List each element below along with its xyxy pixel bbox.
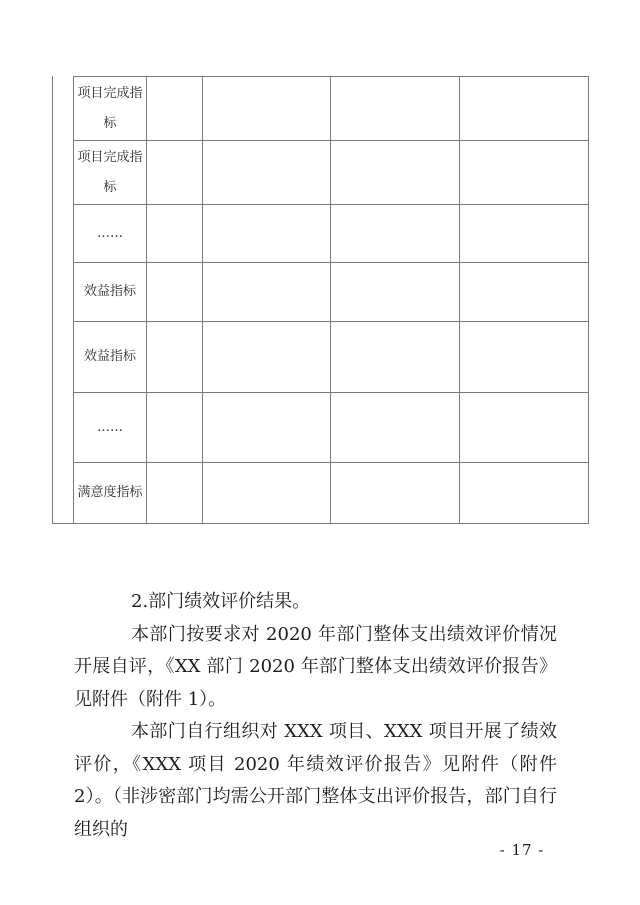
empty-cell xyxy=(203,322,331,393)
row-label: 效益指标 xyxy=(74,263,147,322)
indicator-table xyxy=(52,76,589,524)
empty-cell xyxy=(147,263,203,322)
empty-cell xyxy=(460,141,589,205)
empty-cell xyxy=(331,77,460,141)
row-label: 效益指标 xyxy=(74,322,147,393)
empty-cell xyxy=(147,77,203,141)
empty-cell xyxy=(147,463,203,524)
empty-cell xyxy=(203,463,331,524)
row-label: …… xyxy=(74,393,147,463)
empty-cell xyxy=(331,205,460,263)
table-row xyxy=(74,141,589,205)
empty-cell xyxy=(331,463,460,524)
empty-cell xyxy=(147,322,203,393)
table-row xyxy=(74,205,589,263)
table-row xyxy=(74,393,589,463)
paragraph-project-evaluation: 本部门自行组织对 XXX 项目、XXX 项目开展了绩效评价，《XXX 项目 2020 年绩效评价报告》见附件（附件 2）。（非涉密部门均需公开部门整体支出评价报告，部门自行组织的 xyxy=(74,721,557,840)
table-row xyxy=(74,463,589,524)
empty-cell xyxy=(460,77,589,141)
body-text-block xyxy=(74,586,557,846)
empty-cell xyxy=(203,77,331,141)
empty-cell xyxy=(460,205,589,263)
empty-cell xyxy=(203,141,331,205)
row-label: 项目完成指标 xyxy=(74,141,147,205)
table-outer-merged-column xyxy=(52,76,73,524)
empty-cell xyxy=(147,393,203,463)
empty-cell xyxy=(460,393,589,463)
row-label: 项目完成指标 xyxy=(74,77,147,141)
empty-cell xyxy=(331,322,460,393)
empty-cell xyxy=(203,205,331,263)
empty-cell xyxy=(203,393,331,463)
empty-cell xyxy=(331,393,460,463)
row-label: 满意度指标 xyxy=(74,463,147,524)
indicator-grid xyxy=(73,76,589,524)
empty-cell xyxy=(460,263,589,322)
section-heading: 2.部门绩效评价结果。 xyxy=(131,591,311,612)
row-label: …… xyxy=(74,205,147,263)
empty-cell xyxy=(203,263,331,322)
table-row xyxy=(74,263,589,322)
paragraph-self-evaluation: 本部门按要求对 2020 年部门整体支出绩效评价情况开展自评，《XX 部门 2020 年部门整体支出绩效评价报告》见附件（附件 1）。 xyxy=(74,623,557,710)
empty-cell xyxy=(460,322,589,393)
empty-cell xyxy=(147,141,203,205)
page-number: - 17 - xyxy=(499,841,545,859)
empty-cell xyxy=(331,141,460,205)
empty-cell xyxy=(460,463,589,524)
empty-cell xyxy=(147,205,203,263)
table-row xyxy=(74,322,589,393)
empty-cell xyxy=(331,263,460,322)
table-row xyxy=(74,77,589,141)
